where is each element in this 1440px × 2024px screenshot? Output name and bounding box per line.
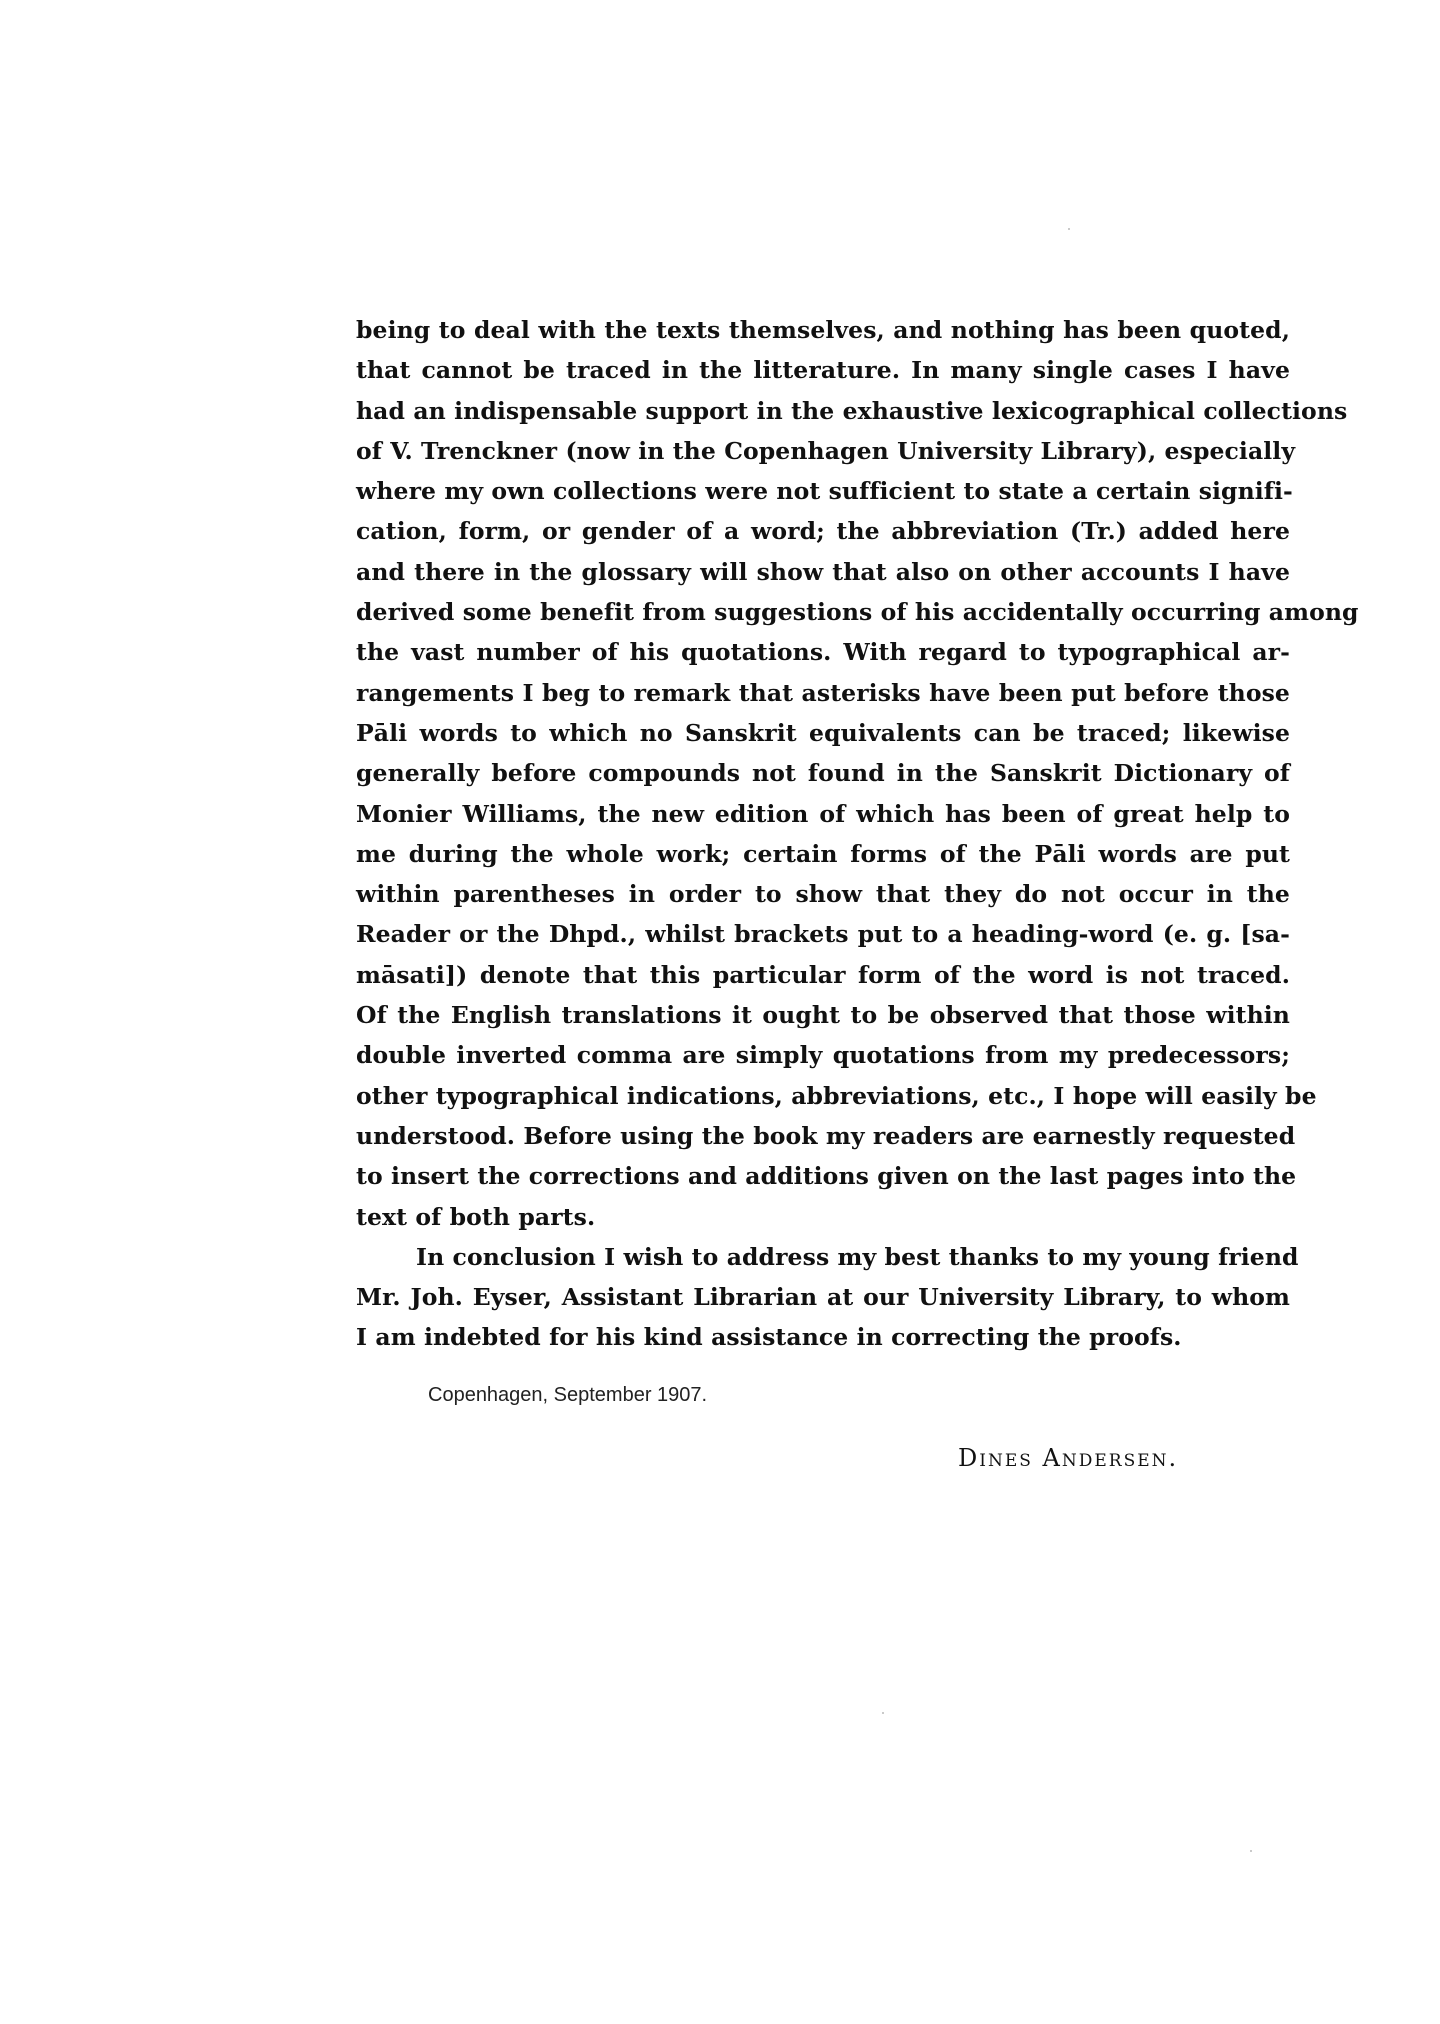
text-line: In conclusion I wish to address my best thanks to my young friend [416, 1242, 1299, 1271]
text-line: māsati]) denote that this particular form of the word is not traced. [356, 960, 1290, 989]
text-line: Pāli words to which no Sanskrit equivalents can be traced; likewise [356, 718, 1290, 747]
text-line: the vast number of his quotations. With regard to typographical ar- [356, 638, 1290, 667]
text-line: understood. Before using the book my readers are earnestly requested [356, 1121, 1296, 1150]
text-line: generally before compounds not found in the Sanskrit Dictionary of [356, 759, 1290, 788]
text-line: double inverted comma are simply quotations from my predecessors; [356, 1041, 1290, 1070]
text-line: Monier Williams, the new edition of which has been of great help to [356, 799, 1290, 828]
text-line: Reader or the Dhpd., whilst brackets put to a heading-word (e. g. [sa- [356, 920, 1290, 949]
text-line: that cannot be traced in the litterature. In many single cases I have [356, 356, 1290, 385]
text-line: text of both parts. [356, 1202, 596, 1231]
text-line: derived some benefit from suggestions of his accidentally occurring among [356, 598, 1359, 627]
paper-speck [1250, 1850, 1252, 1852]
signature: Dines Andersen. [958, 1444, 1179, 1472]
text-line: cation, form, or gender of a word; the abbreviation (Tr.) added here [356, 517, 1290, 546]
text-line: rangements I beg to remark that asterisks have been put before those [356, 678, 1290, 707]
text-line: me during the whole work; certain forms of the Pāli words are put [356, 839, 1290, 868]
text-line: had an indispensable support in the exhaustive lexicographical collections [356, 396, 1348, 425]
paper-speck [882, 1712, 884, 1714]
text-line: and there in the glossary will show that also on other accounts I have [356, 557, 1290, 586]
text-line: I am indebted for his kind assistance in correcting the proofs. [356, 1323, 1182, 1352]
paper-speck [1068, 228, 1070, 230]
body-text [356, 310, 1359, 1358]
text-line: Mr. Joh. Eyser, Assistant Librarian at our University Library, to whom [356, 1283, 1290, 1312]
text-line: to insert the corrections and additions given on the last pages into the [356, 1162, 1297, 1191]
text-line: where my own collections were not sufficient to state a certain signifi- [356, 477, 1293, 506]
text-line: of V. Trenckner (now in the Copenhagen University Library), especially [356, 436, 1296, 465]
text-line: being to deal with the texts themselves, and nothing has been quoted, [356, 316, 1290, 344]
dateline: Copenhagen, September 1907. [428, 1384, 708, 1406]
text-line: other typographical indications, abbreviations, etc., I hope will easily be [356, 1081, 1317, 1110]
text-line: within parentheses in order to show that they do not occur in the [356, 880, 1290, 909]
text-line: Of the English translations it ought to be observed that those within [356, 1001, 1290, 1030]
